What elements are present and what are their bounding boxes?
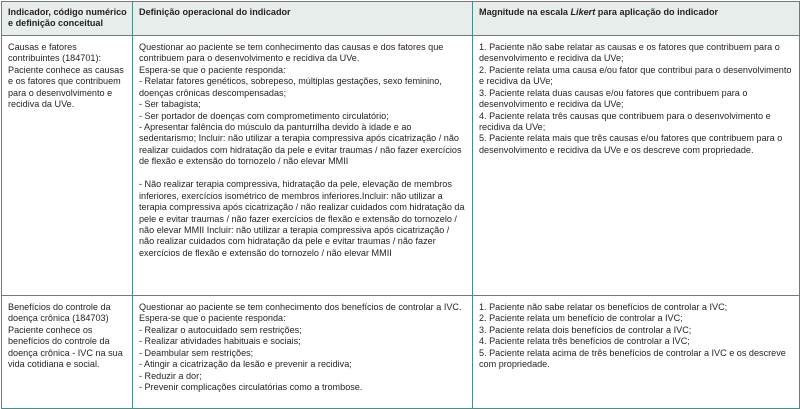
indicador-2-line-2: Paciente conhece os benefícios do controle da doença crônica - IVC na sua vida cotidiana e social. [8,324,123,370]
definicao-1-line-1: Questionar ao paciente se tem conhecimento das causas e dos fatores que contribuem para o desenvolvimento e recidiva da UVe. [139,41,444,64]
magnitude-2-item-1: 1. Paciente não sabe relatar os benefícios de controlar a IVC; [479,301,728,312]
indicador-2-line-1: Benefícios do controle da doença crônica (184703) [8,301,111,324]
definicao-2-line-7: - Reduzir a dor; [139,370,202,381]
magnitude-header-prefix: Magnitude na escala [479,7,571,17]
column-header-magnitude-likert [473,2,800,36]
definicao-2-line-5: - Deambular sem restrições; [139,347,254,358]
cell-magnitude-1 [473,35,800,295]
cell-definicao-operacional-1 [133,35,473,295]
magnitude-header-suffix: para aplicação do indicador [595,7,719,17]
cell-indicador-2 [2,295,133,408]
definicao-2-line-3: - Realizar o autocuidado sem restrições; [139,324,302,335]
definicao-2-line-2: Espera-se que o paciente responda: [139,313,286,324]
column-header-indicador: Indicador, código numérico e definição conceitual [2,2,133,36]
definicao-1-line-3: - Relatar fatores genéticos, sobrepeso, múltiplas gestações, sexo feminino, doenças crônicas descompensadas; [139,76,442,98]
cell-indicador-1 [2,35,133,295]
column-header-definicao-operacional: Definição operacional do indicador [133,2,473,36]
header-row [2,2,800,36]
likert-term: Likert [570,7,596,17]
indicador-1-line-1: Causas e fatores contribuintes (184701): [8,41,102,64]
cell-magnitude-2 [473,295,800,408]
magnitude-1-item-3: 3. Paciente relata duas causas e/ou fatores que contribuem para o desenvolvimento e recidiva da UVe; [479,87,748,110]
magnitude-1-item-5: 5. Paciente relata mais que três causas e/ou fatores que contribuem para o desenvolvimento e recidiva da UVe e os descreve com propriedade. [479,133,783,155]
table-row [2,295,800,408]
magnitude-2-item-5: 5. Paciente relata acima de três benefícios de controlar a IVC e os descreve com propriedade. [479,347,786,370]
paragraph-spacer [139,168,466,179]
magnitude-2-item-3: 3. Paciente relata dois benefícios de controlar a IVC; [479,324,692,335]
definicao-2-line-1: Questionar ao paciente se tem conhecimento dos benefícios de controlar a IVC. [139,301,462,312]
cell-definicao-operacional-2 [133,295,473,408]
table-header [2,2,800,36]
definicao-1-line-4: - Ser tabagista; [139,99,201,110]
table-row [2,35,800,295]
magnitude-2-item-2: 2. Paciente relata um benefício de controlar a IVC; [479,313,683,324]
magnitude-1-item-4: 4. Paciente relata três causas que contribuem para o desenvolvimento e recidiva da UVe; [479,110,771,132]
definicao-1-line-7: - Não realizar terapia compressiva, hidratação da pele, elevação de membros inferiores, exercícios isométrico de membros inferiores.Incluir: não utilizar a terapia compressiva após cicatrização / não realizar cuidados com hidratação da pele e evitar traumas / não fazer exercícios de flexão e extensão do tornozelo / não elevar MMII Incluir: não utilizar a terapia compressiva após cicatrização / não realizar cuidados com hidratação da pele e evitar traumas / não fazer exercícios de flexão e extensão do tornozelo / não elevar MMII [139,179,465,258]
definicao-2-line-6: - Atingir a cicatrização da lesão e prevenir a recidiva; [139,359,352,370]
magnitude-2-item-4: 4. Paciente relata três benefícios de controlar a IVC; [479,336,690,347]
definicao-1-line-2: Espera-se que o paciente responda: [139,64,286,75]
magnitude-1-item-1: 1. Paciente não sabe relatar as causas e os fatores que contribuem para o desenvolvimento e recidiva da UVe; [479,41,780,64]
indicador-1-line-2: Paciente conhece as causas e os fatores que contribuem para o desenvolvimento e recidiva da UVe. [8,64,124,110]
definicao-1-line-6: - Apresentar falência do músculo da panturrilha devido à idade e ao sedentarismo; Incluir: não utilizar a terapia compressiva após cicatrização / não realizar cuidados com hidratação da pele e evitar traumas / não fazer exercícios de flexão e extensão do tornozelo / não elevar MMII [139,121,462,167]
definicao-2-line-8: - Prevenir complicações circulatórias como a trombose. [139,381,363,392]
indicator-table [1,1,800,409]
definicao-1-line-5: - Ser portador de doenças com comprometimento circulatório; [139,110,389,121]
definicao-2-line-4: - Realizar atividades habituais e sociais; [139,336,301,347]
magnitude-1-item-2: 2. Paciente relata uma causa e/ou fator que contribui para o desenvolvimento e recidiva da UVe; [479,64,792,87]
table-body [2,35,800,408]
